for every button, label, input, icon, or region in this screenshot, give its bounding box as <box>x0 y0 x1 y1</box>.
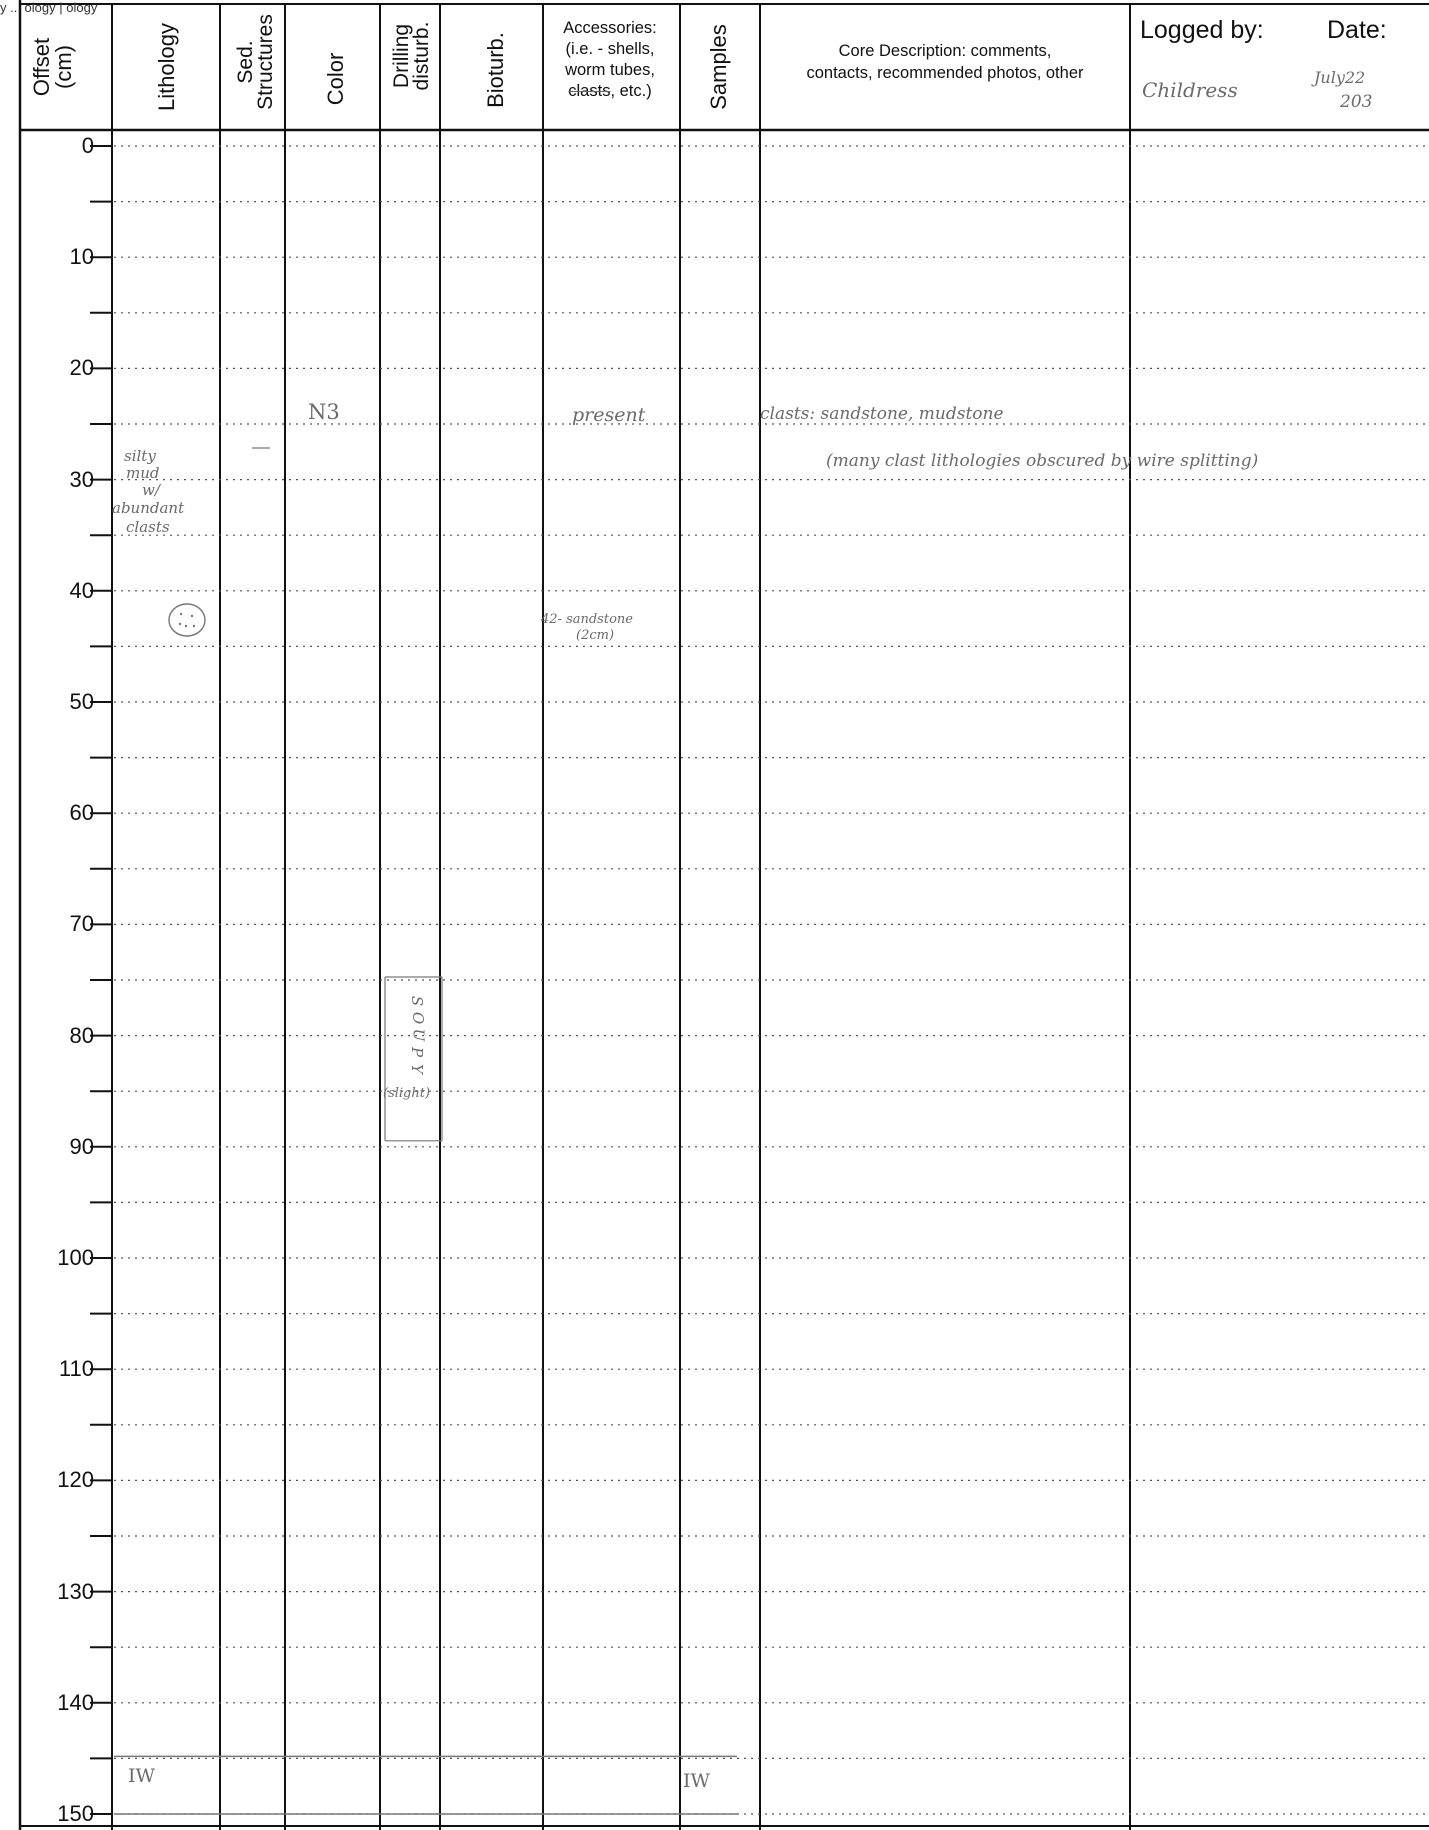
lith-line2: mud <box>126 464 160 482</box>
clast-sketch-icon <box>169 604 205 636</box>
lithology-note <box>108 448 208 537</box>
header-sed-line1: Sed. <box>234 40 258 84</box>
date-value-line1: July22 <box>1314 68 1366 87</box>
offset-tick-label: 120 <box>57 1467 94 1493</box>
drilling-letter: O <box>409 1011 428 1025</box>
clast-sketch-dot <box>180 613 182 615</box>
clast-sketch-dot <box>179 623 181 625</box>
offset-tick-label: 140 <box>57 1689 94 1715</box>
offset-tick-label: 0 <box>81 133 94 158</box>
header-bioturb: Bioturb. <box>483 32 508 108</box>
date-value-line2: 203 <box>1340 92 1373 112</box>
header-acc-line4 <box>545 81 675 102</box>
offset-tick-label: 30 <box>69 466 94 492</box>
lith-line3: w/ <box>142 481 160 499</box>
clast-sketch-dot <box>191 615 193 617</box>
header-samples: Samples <box>706 24 731 110</box>
drilling-letter: Y <box>407 1064 426 1074</box>
accessory-sandstone-line1: 42- sandstone <box>541 612 633 627</box>
offset-tick-label: 150 <box>57 1801 94 1826</box>
offset-tick-label: 10 <box>69 244 94 270</box>
header-logged-by: Logged by: <box>1140 16 1264 44</box>
offset-tick-label: 40 <box>69 577 94 603</box>
header-drill-line1: Drilling <box>390 23 414 89</box>
header-offset-unit: (cm) <box>51 45 76 89</box>
offset-tick-label: 90 <box>69 1133 94 1159</box>
lith-line1: silty <box>124 447 156 465</box>
offset-tick-label: 80 <box>69 1022 94 1048</box>
drilling-slight: (slight) <box>383 1086 431 1101</box>
offset-tick-label: 110 <box>58 1356 94 1382</box>
header-core-line1: Core Description: comments, <box>838 42 1052 60</box>
clast-sketch-dot <box>185 625 187 627</box>
iw-lithology: IW <box>128 1765 156 1787</box>
core-obscured-note: (many clast lithologies obscured by wire splitting) <box>826 451 1259 471</box>
header-sed-structures <box>236 14 276 110</box>
drilling-letter: P <box>408 1046 427 1058</box>
logged-by-value: Childress <box>1142 78 1238 102</box>
iw-samples: IW <box>683 1770 711 1792</box>
offset-tick-label: 100 <box>57 1245 94 1270</box>
header-acc-line2: (i.e. - shells, <box>565 40 655 58</box>
offset-tick-label: 20 <box>69 355 94 381</box>
header-acc-line3: worm tubes, <box>565 61 655 79</box>
offset-tick-label: 50 <box>69 689 94 714</box>
header-acc-clasts: clasts <box>568 82 611 100</box>
lith-line5: clasts <box>126 518 170 536</box>
header-sed-line2: Structures <box>254 14 277 110</box>
accessory-sandstone-line2: (2cm) <box>576 628 615 643</box>
offset-tick-label: 130 <box>57 1578 94 1604</box>
top-fragment: y ... ology | ology <box>0 0 98 15</box>
clast-sketch-dot <box>193 625 195 627</box>
header-core-line2: contacts, recommended photos, other <box>806 64 1084 82</box>
header-drilling-disturb <box>392 22 432 91</box>
header-acc-etc: , etc.) <box>610 82 652 100</box>
header-date: Date: <box>1327 16 1387 44</box>
header-color: Color <box>323 52 348 106</box>
header-offset-label: Offset <box>29 37 54 97</box>
drilling-letter: U <box>409 1028 428 1042</box>
color-value: N3 <box>308 400 340 424</box>
accessories-present: present <box>572 404 646 426</box>
lith-line4: abundant <box>112 499 185 517</box>
header-drill-line2: disturb. <box>410 21 433 91</box>
drilling-letter: S <box>408 995 427 1007</box>
offset-tick-label: 60 <box>69 800 94 826</box>
header-accessories <box>545 18 675 102</box>
core-clasts-note: clasts: sandstone, mudstone <box>760 404 1004 424</box>
header-acc-line1: Accessories: <box>563 19 657 37</box>
offset-tick-label: 70 <box>69 911 94 937</box>
header-lithology: Lithology <box>154 22 179 112</box>
header-offset <box>31 38 75 96</box>
header-core-description <box>765 40 1125 84</box>
